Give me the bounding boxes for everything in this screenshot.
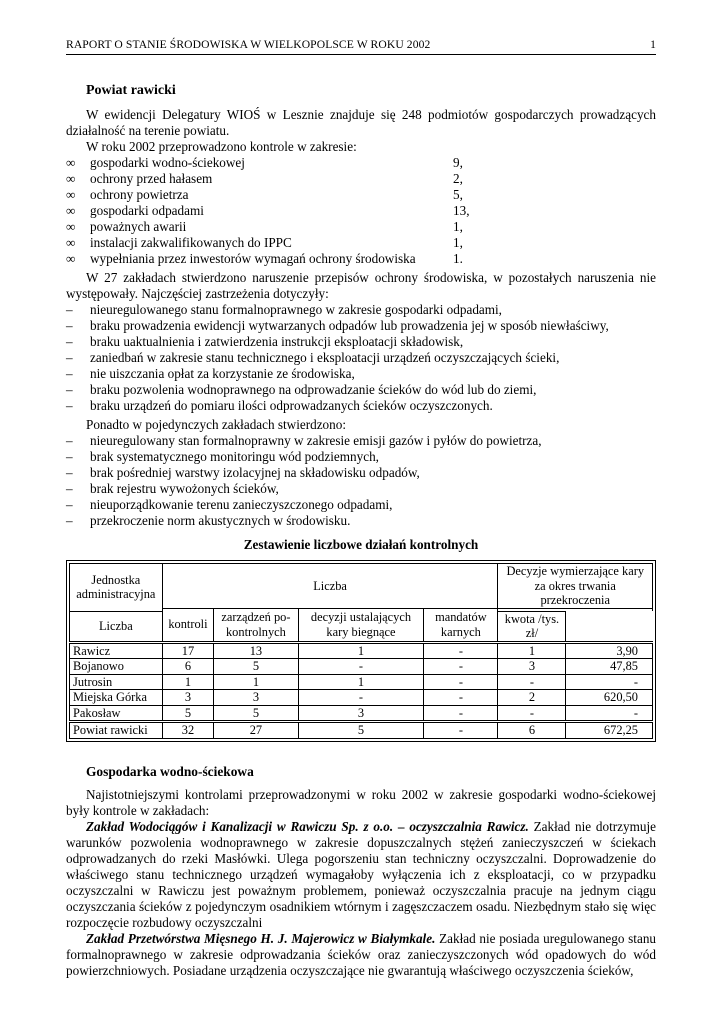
list-item: – nieuregulowany stan formalnoprawny w zakresie emisji gazów i pyłów do powietrza,: [66, 433, 542, 448]
single-findings-list: [66, 433, 656, 529]
list-item: – nieuporządkowanie terenu zanieczyszczonego odpadami,: [66, 497, 393, 512]
bullet-symbol: ∞: [66, 155, 76, 170]
section-heading-powiat: Powiat rawicki: [86, 83, 176, 98]
plant-paragraph-1: Zakład Wodociągów i Kanalizacji w Rawiczu Sp. z o.o. – oczyszczalnia Rawicz. Zakład nie dotrzymuje warunków pozwolenia wodnoprawnego w zakresie dopuszczalnych stężeń zanieczyszczeń w ściekach odprowadzanych do rzeki Masłówki. Ulega pogorszeniu stan techniczny oczyszczalni. Doprowadzenie do właściwego stanu technicznego urządzeń wymagałoby wyłączenia ich z eksploatacji, co w przypadku oczyszczalni w Rawiczu jest poważnym problemem, ponieważ oczyszczalnia pracuje na jednym ciągu oczyszczania ścieków z pojedynczym osadnikiem wtórnym i zagęszczaczem osadu. Niezbędnym stało się więc rozpoczęcie rozbudowy oczyszczalni: [66, 818, 656, 930]
list-item: – braku urządzeń do pomiaru ilości odprowadzanych ścieków oczyszczonych.: [66, 398, 493, 413]
list-item: – zaniedbań w zakresie stanu technicznego i eksploatacji urządzeń oczyszczających ścieki,: [66, 350, 560, 365]
list-item: ∞ poważnych awarii 1,: [66, 219, 463, 234]
list-item: ∞ instalacji zakwalifikowanych do IPPC 1,: [66, 235, 463, 250]
control-table: [69, 563, 653, 739]
list-item: – braku pozwolenia wodnoprawnego na odprowadzanie ścieków do wód lub do ziemi,: [66, 382, 537, 397]
list-item: ∞ wypełniania przez inwestorów wymagań ochrony środowiska 1.: [66, 251, 463, 266]
list-item: ∞ ochrony przed hałasem 2,: [66, 171, 463, 186]
header-decyzje: Decyzje wymierzające kary za okres trwania przekroczenia: [498, 564, 653, 609]
header-liczba: Liczba: [162, 564, 498, 609]
plant-name-1: Zakład Wodociągów i Kanalizacji w Rawiczu Sp. z o.o. – oczyszczalnia Rawicz.: [86, 818, 529, 834]
table-row: Miejska Górka 3 3 - - 2 620,50: [70, 690, 653, 706]
list-item: – przekroczenie norm akustycznych w środowisku.: [66, 513, 351, 528]
list-item: – nieuregulowanego stanu formalnoprawnego w zakresie gospodarki odpadami,: [66, 302, 502, 317]
single-intro: Ponadto w pojedynczych zakładach stwierdzono:: [86, 417, 347, 432]
intro-paragraph: W ewidencji Delegatury WIOŚ w Lesznie znajduje się 248 podmiotów gospodarczych prowadzących działalność na terenie powiatu.: [66, 107, 656, 138]
control-table-frame: [66, 560, 656, 742]
violations-intro: W 27 zakładach stwierdzono naruszenie przepisów ochrony środowiska, w pozostałych naruszenia nie występowały. Najczęściej zastrzeżenia dotyczyły:: [66, 270, 656, 301]
violations-list: [66, 302, 656, 414]
header-unit: Jednostka administracyjna: [70, 564, 163, 612]
list-item: ∞ gospodarki wodno-ściekowej 9,: [66, 155, 463, 170]
header-decyzji: decyzji ustalających kary biegnące: [298, 608, 424, 642]
bullet-symbol: ∞: [66, 171, 76, 186]
list-item: – brak systematycznego monitoringu wód podziemnych,: [66, 449, 379, 464]
header-title: RAPORT O STANIE ŚRODOWISKA W WIELKOPOLSCE W ROKU 2002: [66, 38, 431, 51]
running-header: [66, 38, 656, 55]
bullet-symbol: ∞: [66, 235, 76, 250]
header-kontroli: kontroli: [162, 608, 214, 642]
controls-list: [66, 155, 656, 267]
list-item: – braku prowadzenia ewidencji wytwarzanych odpadów lub prowadzenia jej w sposób niewłaściwy,: [66, 318, 609, 333]
list-item: ∞ ochrony powietrza 5,: [66, 187, 463, 202]
header-mandatow: mandatów karnych: [424, 608, 498, 642]
water-intro: Najistotniejszymi kontrolami przeprowadzonymi w roku 2002 w zakresie gospodarki wodno-ściekowej były kontrole w zakładach:: [66, 786, 656, 818]
list-item: – brak rejestru wywożonych ścieków,: [66, 481, 279, 496]
table-caption: Zestawienie liczbowe działań kontrolnych: [243, 537, 479, 552]
plant-paragraph-2: Zakład Przetwórstwa Mięsnego H. J. Majerowicz w Białymkale. Zakład nie posiada uregulowanego stanu formalnoprawnego w zakresie odprowadzania ścieków oraz zanieczyszczonych wód opadowych do wód powierzchniowych. Posiadane urządzenia oczyszczające nie gwarantują właściwego oczyszczenia ścieków,: [66, 930, 657, 978]
list-item: – nie uiszczania opłat za korzystanie ze środowiska,: [66, 366, 355, 381]
document-page: [66, 38, 656, 979]
bullet-symbol: ∞: [66, 203, 76, 218]
table-row: Jutrosin 1 1 1 - - -: [70, 674, 653, 690]
bullet-symbol: ∞: [66, 251, 76, 266]
table-row: Pakosław 5 5 3 - - -: [70, 705, 653, 722]
table-row: Bojanowo 6 5 - - 3 47,85: [70, 659, 653, 675]
page-number: 1: [650, 38, 656, 51]
controls-lead: W roku 2002 przeprowadzono kontrole w zakresie:: [86, 139, 357, 154]
bullet-symbol: ∞: [66, 219, 76, 234]
list-item: – brak pośredniej warstwy izolacyjnej na składowisku odpadów,: [66, 465, 420, 480]
plant-name-2: Zakład Przetwórstwa Mięsnego H. J. Majerowicz w Białymkale.: [86, 930, 436, 946]
header-zarzadzen: zarządzeń po-kontrolnych: [214, 608, 298, 642]
bullet-symbol: ∞: [66, 187, 76, 202]
list-item: ∞ gospodarki odpadami 13,: [66, 203, 470, 218]
table-total-row: Powiat rawicki 32 27 5 - 6 672,25: [70, 722, 653, 739]
list-item: – braku uaktualnienia i zatwierdzenia instrukcji eksploatacji składowisk,: [66, 334, 464, 349]
section-heading-water: Gospodarka wodno-ściekowa: [86, 763, 254, 779]
header-liczba-decyzji: Liczba: [70, 611, 163, 642]
header-kwota: kwota /tys. zł/: [498, 611, 566, 642]
table-row: Rawicz 17 13 1 - 1 3,90: [70, 642, 653, 659]
